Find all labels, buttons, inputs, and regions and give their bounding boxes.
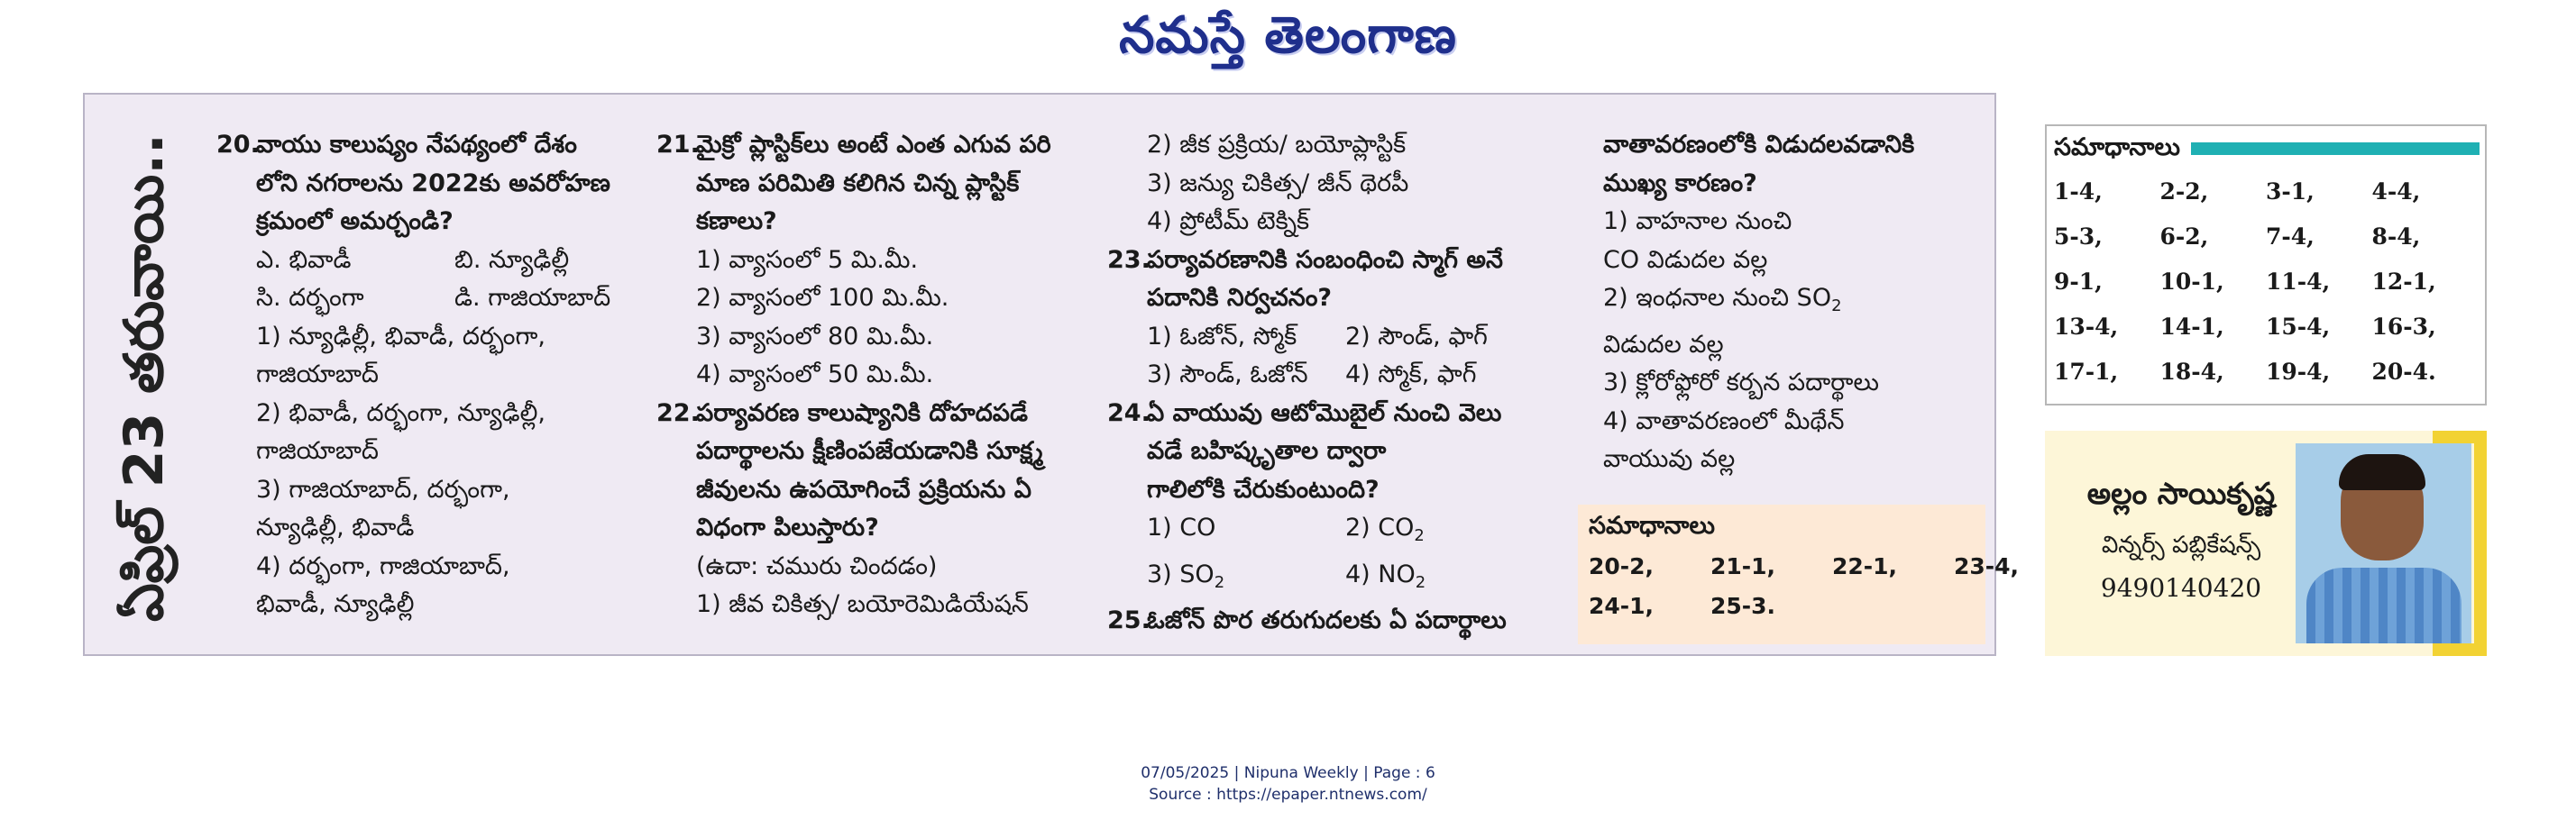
text-line: 2) జీక ప్రక్రియ/ బయోప్లాస్టిక్ — [1147, 131, 1407, 159]
column-1 — [216, 126, 631, 624]
inner-answers-row — [1589, 593, 1832, 619]
text-line: గాజియాబాద్ — [256, 437, 379, 465]
answer-cell: 20-4. — [2371, 359, 2436, 385]
answers-grid-row — [2054, 269, 2478, 314]
footer-date-line: 07/05/2025 | Nipuna Weekly | Page : 6 — [1141, 764, 1435, 782]
text-line: వాయువు వల్ల — [1603, 445, 1736, 473]
answer-cell: 21-1, — [1710, 553, 1776, 579]
text-line: CO విడుదల వల్ల — [1603, 245, 1768, 274]
question-number: 21. — [656, 131, 700, 159]
text-line: గాలిలోకి చేరుకుంటుంది? — [1147, 475, 1380, 504]
option-a: సి. దర్భంగా — [256, 284, 364, 312]
option-a: ఎ. భివాడీ — [256, 245, 352, 274]
answers-grid — [2054, 178, 2478, 404]
answers-grid-row — [2054, 223, 2478, 269]
answer-cell: 10-1, — [2159, 269, 2224, 295]
text-line: విడుదల వల్ల — [1603, 330, 1724, 359]
answer-cell: 20-2, — [1589, 553, 1655, 579]
question-text: మైక్రో ప్లాస్టిక్‌లు అంటే ఎంత ఎగువ పరి — [696, 131, 1051, 159]
masthead-title: నమస్తే తెలంగాణ — [1119, 6, 1457, 65]
author-card-accent-top — [2433, 431, 2487, 443]
answers-card — [2045, 124, 2487, 405]
text-line: 4) ప్రోటీమ్ టెక్నిక్ — [1147, 207, 1310, 235]
question-text: పర్యావరణ కాలుష్యానికి దోహదపడే — [696, 398, 1028, 427]
text-line: పదానికి నిర్వచనం? — [1147, 284, 1333, 312]
inner-answers-box — [1578, 505, 2020, 644]
text-line — [216, 126, 631, 165]
option-b: బి. న్యూఢిల్లీ — [454, 245, 570, 274]
option-a: 3) $SO_2$ — [1147, 560, 1225, 592]
question-number: 22. — [656, 398, 700, 427]
option-b: 2) సౌండ్, ఫాగ్ — [1345, 322, 1488, 351]
text-line: 1) జీవ చికిత్స/ బయోరెమిడియేషన్ — [696, 590, 1029, 618]
inner-answers-row — [1589, 553, 2076, 579]
footer-source-line: Source : https://epaper.ntnews.com/ — [1149, 786, 1427, 804]
text-line: మాణ పరిమితి కలిగిన చిన్న ప్లాస్టిక్ — [696, 169, 1020, 197]
answers-grid-row — [2054, 359, 2478, 404]
answer-cell: 6-2, — [2159, 223, 2209, 250]
text-line: వడే బహిష్కృతాల ద్వారా — [1147, 437, 1387, 465]
inner-answers-heading: సమాధానాలు — [1589, 512, 1715, 540]
text-line — [1107, 556, 1540, 603]
author-phone: 9490140420 — [2100, 573, 2262, 603]
author-photo — [2296, 443, 2471, 643]
answers-card-heading: సమాధానాలు — [2054, 133, 2180, 161]
text-line: 3) జన్యు చికిత్స/ జీన్ థెరపీ — [1147, 169, 1409, 197]
question-number: 23. — [1107, 245, 1150, 274]
text-line: భివాడీ, న్యూఢిల్లీ — [256, 590, 415, 618]
text-line: 1) వ్యాసంలో 5 మి.మీ. — [696, 245, 919, 274]
answer-cell: 17-1, — [2054, 359, 2119, 385]
answer-cell: 23-4, — [1954, 553, 2020, 579]
text-line: 4) దర్భంగా, గాజియాబాద్, — [256, 551, 510, 580]
answer-cell: 7-4, — [2266, 223, 2315, 250]
answer-cell: 4-4, — [2371, 178, 2421, 205]
text-line: 4) వాతావరణంలో మీథేన్ — [1603, 406, 1845, 435]
text-line — [216, 279, 631, 318]
author-card-accent-bottom — [2433, 643, 2487, 656]
text-line — [1107, 509, 1540, 556]
answer-cell: 25-3. — [1710, 593, 1776, 619]
column-3 — [1107, 126, 1540, 641]
author-card-accent — [2474, 431, 2487, 656]
question-number: 24. — [1107, 398, 1150, 427]
question-text: ఓజోన్ పొర తరుగుదలకు ఏ పదార్థాలు — [1147, 606, 1507, 634]
text-line: క్రమంలో అమర్చండి? — [256, 207, 454, 235]
author-publisher: విన్నర్స్ పబ్లికేషన్స్ — [2101, 532, 2261, 559]
answers-grid-row — [2054, 178, 2478, 223]
option-b: 4) స్మోక్, ఫాగ్ — [1345, 360, 1477, 388]
text-line: 2) వ్యాసంలో 100 మి.మీ. — [696, 284, 949, 312]
answer-cell: 8-4, — [2371, 223, 2421, 250]
author-card — [2045, 431, 2487, 656]
answer-cell: 1-4, — [2054, 178, 2103, 205]
text-line: జీవులను ఉపయోగించే ప్రక్రియను ఏ — [696, 475, 1031, 504]
answer-cell: 5-3, — [2054, 223, 2103, 250]
vertical-section-title: ఏప్రిల్ 23 తరువాయి.. — [113, 133, 176, 622]
answer-cell: 13-4, — [2054, 314, 2119, 340]
answer-cell: 11-4, — [2266, 269, 2331, 295]
text-line: ముఖ్య కారణం? — [1603, 169, 1757, 197]
question-text: పర్యావరణానికి సంబంధించి స్మాగ్ అనే — [1147, 245, 1503, 274]
text-line — [216, 241, 631, 280]
text-line: న్యూఢిల్లీ, భివాడీ — [256, 514, 415, 542]
answer-cell: 12-1, — [2371, 269, 2436, 295]
text-line — [1107, 241, 1540, 280]
answer-cell: 15-4, — [2266, 314, 2331, 340]
text-line — [1107, 318, 1540, 357]
question-number: 20. — [216, 131, 260, 159]
text-line: 4) వ్యాసంలో 50 మి.మీ. — [696, 360, 934, 388]
answers-grid-row — [2054, 314, 2478, 359]
answers-card-accent-bar — [2191, 142, 2480, 155]
answer-cell: 22-1, — [1832, 553, 1898, 579]
text-line: గాజియాబాద్ — [256, 360, 379, 388]
column-2 — [656, 126, 1085, 624]
text-line: 1) వాహనాల నుంచి — [1603, 207, 1792, 235]
answer-cell: 24-1, — [1589, 593, 1655, 619]
text-line — [1107, 356, 1540, 395]
column-4 — [1603, 126, 2000, 479]
answer-cell: 14-1, — [2159, 314, 2224, 340]
photo-shirt — [2306, 568, 2461, 643]
text-line: (ఉదా: చమురు చిందడం) — [696, 551, 938, 580]
answer-cell: 9-1, — [2054, 269, 2103, 295]
option-a: 1) CO — [1147, 514, 1216, 542]
text-line: 3) గాజియాబాద్, దర్భంగా, — [256, 475, 510, 504]
option-a: 3) సౌండ్, ఓజోన్ — [1147, 360, 1308, 388]
text-line: పదార్థాలను క్షీణింపజేయడానికి సూక్ష్మ — [696, 437, 1043, 465]
text-line: కణాలు? — [696, 207, 777, 235]
option-a: 1) ఓజోన్, స్మోక్ — [1147, 322, 1297, 351]
option-b: 2) $CO_2$ — [1345, 514, 1425, 545]
text-line: విధంగా పిలుస్తారు? — [696, 514, 879, 542]
photo-hair — [2339, 454, 2425, 490]
question-number: 25. — [1107, 606, 1150, 634]
text-line: 1) న్యూఢిల్లీ, భివాడీ, దర్భంగా, — [256, 322, 545, 351]
text-line: 2) భివాడీ, దర్భంగా, న్యూఢిల్లీ, — [256, 398, 545, 427]
text-line — [656, 395, 1085, 433]
answer-cell: 18-4, — [2159, 359, 2224, 385]
text-line: వాతావరణంలోకి విడుదలవడానికి — [1603, 131, 1915, 159]
option-b: 4) $NO_2$ — [1345, 560, 1426, 592]
answer-cell: 2-2, — [2159, 178, 2209, 205]
question-text: ఏ వాయువు ఆటోమొబైల్ నుంచి వెలు — [1147, 398, 1502, 427]
text-line: లోని నగరాలను 2022కు అవరోహణ — [256, 169, 610, 197]
author-name: అల్లం సాయికృష్ణ — [2086, 476, 2276, 511]
text-line — [1107, 602, 1540, 641]
question-text: వాయు కాలుష్యం నేపథ్యంలో దేశం — [256, 131, 577, 159]
answer-cell: 16-3, — [2371, 314, 2436, 340]
text-line: 2) ఇంధనాల నుంచి $SO_2$ — [1603, 284, 1842, 315]
answer-cell: 19-4, — [2266, 359, 2331, 385]
text-line: 3) వ్యాసంలో 80 మి.మీ. — [696, 322, 934, 351]
text-line: 3) క్లోరోఫ్లోరో కర్బన పదార్థాలు — [1603, 369, 1879, 396]
option-b: డి. గాజియాబాద్ — [454, 284, 611, 312]
answer-cell: 3-1, — [2266, 178, 2315, 205]
text-line — [656, 126, 1085, 165]
text-line — [1107, 395, 1540, 433]
